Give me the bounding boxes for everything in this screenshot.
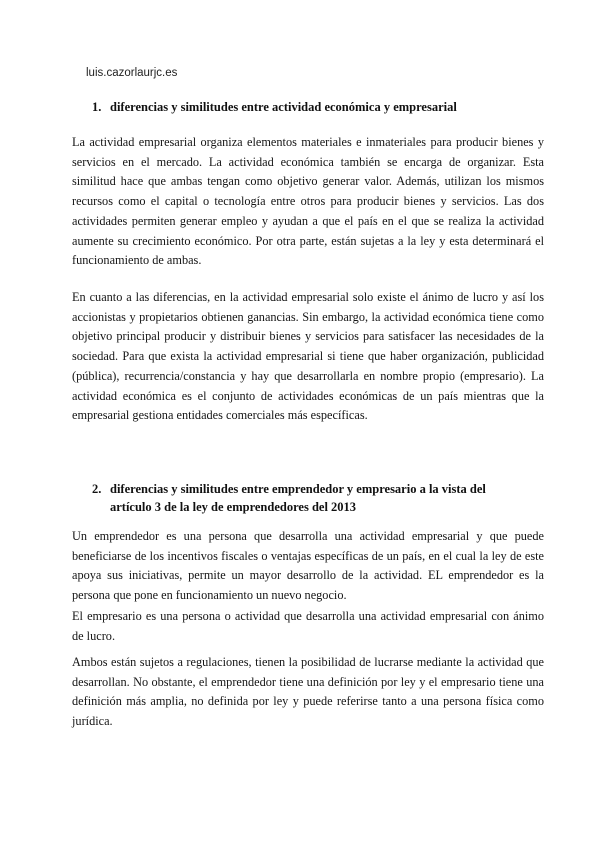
section-2-paragraph-1: Un emprendedor es una persona que desarrolla una actividad empresarial y que puede beneficiarse de los incentivos fiscales o ventajas específicas de un país, en el cual la ley de este apoya sus iniciativas, permite un mayor desarrollo de la actividad. EL emprendedor es la persona que pone en funcionamiento un nuevo negocio. [72,529,544,603]
section-2-number: 2. [92,482,102,496]
section-1-paragraph-2: En cuanto a las diferencias, en la actividad empresarial solo existe el ánimo de lucro y así los accionistas y propietarios obtienen ganancias. Sin embargo, la actividad económica tiene como objetivo principal producir y distribuir bienes y servicios para satisfacer las necesidades de la sociedad. Para que exista la actividad empresarial si tiene que haber organización, publicidad (pública), recurrencia/constancia y hay que desarrollarla en nombre propio (empresario). La actividad económica es el conjunto de actividades económicas de un país mientras que la empresarial gestiona entidades comerciales más específicas. [72,290,544,423]
section-1-number: 1. [92,100,102,114]
section-2-title-line-2: artículo 3 de la ley de emprendedores del 2013 [110,500,357,514]
section-1-title: diferencias y similitudes entre actividad económica y empresarial [110,100,457,114]
section-1-paragraph-1: La actividad empresarial organiza elementos materiales e inmateriales para producir bienes y servicios en el mercado. La actividad económica también se encarga de organizar. Esta similitud hace que ambas tengan como objetivo generar valor. Además, utilizan los mismos recursos como el capital o tecnología entre otros para producir bienes y servicios. Las dos actividades permiten generar empleo y ayudan a que el país en el que se realiza la actividad aumente su crecimiento económico. Por otra parte, están sujetas a la ley y esta determinará el funcionamiento de ambas. [72,135,544,268]
section-2-title-line-1: diferencias y similitudes entre emprendedor y empresario a la vista del [110,482,486,496]
section-1-heading [92,98,532,116]
author-email: luis.cazorlaurjc.es [86,67,178,79]
section-2-paragraph-2: El empresario es una persona o actividad que desarrolla una actividad empresarial con ánimo de lucro. [72,609,544,643]
section-2-paragraph-3: Ambos están sujetos a regulaciones, tienen la posibilidad de lucrarse mediante la actividad que desarrollan. No obstante, el emprendedor tiene una definición por ley y el empresario tiene una definición más amplia, no definida por ley y puede referirse tanto a una persona física como jurídica. [72,655,544,729]
section-2-heading [92,480,532,516]
